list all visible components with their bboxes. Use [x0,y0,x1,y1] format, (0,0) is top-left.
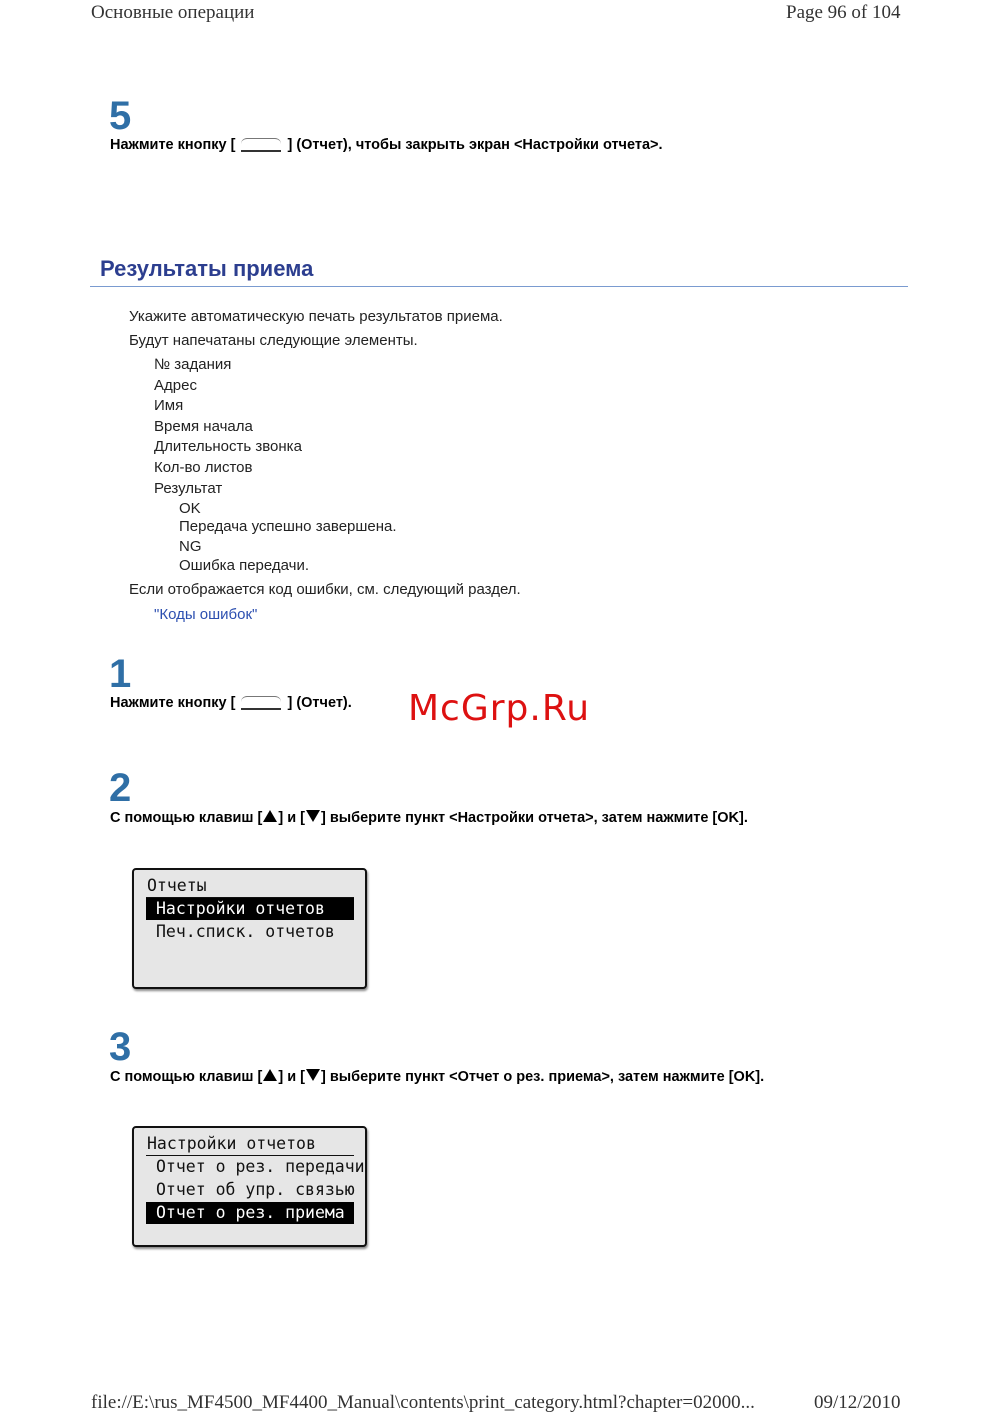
sub-list-item: Передача успешно завершена. [179,518,397,535]
step3-instruction [110,1067,764,1087]
footer-date: 09/12/2010 [814,1392,901,1413]
step-number-5: 5 [109,94,132,138]
step-number-3: 3 [109,1025,132,1069]
lcd-menu-item: Отчет об упр. связью [156,1180,355,1199]
list-item: Кол-во листов [154,459,253,476]
lcd-menu-item-selected: Настройки отчетов [146,898,354,920]
report-button-icon [241,696,281,710]
section-divider [90,286,908,287]
watermark: McGrp.Ru [408,688,591,729]
step2-text-c: ] выберите пункт <Настройки отчета>, затем нажмите [OK]. [321,810,748,826]
list-item: Время начала [154,418,253,435]
footer-file-path: file://E:\rus_MF4500_MF4400_Manual\contents\print_category.html?chapter=02000... [91,1392,755,1413]
step3-text-c: ] выберите пункт <Отчет о рез. приема>, затем нажмите [OK]. [321,1069,765,1085]
step5-instruction [110,135,663,155]
error-code-note: Если отображается код ошибки, см. следующий раздел. [129,581,521,598]
step1-text-after: ] (Отчет). [287,695,352,711]
lcd-menu-item-selected: Отчет о рез. приема [146,1202,354,1224]
step-number-2: 2 [109,766,132,810]
down-arrow-icon [306,1069,320,1081]
step3-text-a: С помощью клавиш [ [110,1069,263,1085]
section-title: Результаты приема [100,256,314,281]
step2-text-a: С помощью клавиш [ [110,810,263,826]
down-arrow-icon [306,810,320,822]
list-item: Имя [154,397,184,414]
list-item: Адрес [154,377,197,394]
step2-instruction [110,808,748,828]
list-item: Длительность звонка [154,438,302,455]
lcd-menu-item: Печ.списк. отчетов [156,922,335,941]
page-number: Page 96 of 104 [786,2,901,23]
lcd-title: Отчеты [147,876,207,895]
list-item: № задания [154,356,232,373]
lcd-title: Настройки отчетов [147,1134,316,1153]
step5-text-after: ] (Отчет), чтобы закрыть экран <Настройки отчета>. [287,137,663,153]
section-intro-1: Укажите автоматическую печать результатов приема. [129,308,503,325]
step3-text-b: ] и [ [278,1069,305,1085]
step-number-1: 1 [109,652,132,696]
report-button-icon [241,138,281,152]
sub-list-item: OK [179,500,201,517]
sub-list-item: Ошибка передачи. [179,557,310,574]
sub-list-item: NG [179,538,202,555]
step5-text-before: Нажмите кнопку [ [110,137,236,153]
step1-instruction [110,693,352,713]
list-item: Результат [154,480,223,497]
page-header-title: Основные операции [91,2,255,23]
up-arrow-icon [263,810,277,822]
step1-text-before: Нажмите кнопку [ [110,695,236,711]
lcd-screen-reports [132,868,367,989]
lcd-menu-item: Отчет о рез. передачи [156,1157,365,1176]
up-arrow-icon [263,1069,277,1081]
section-intro-2: Будут напечатаны следующие элементы. [129,332,418,349]
lcd-screen-report-settings [132,1126,367,1247]
step2-text-b: ] и [ [278,810,305,826]
error-codes-link[interactable]: "Коды ошибок" [154,606,258,623]
